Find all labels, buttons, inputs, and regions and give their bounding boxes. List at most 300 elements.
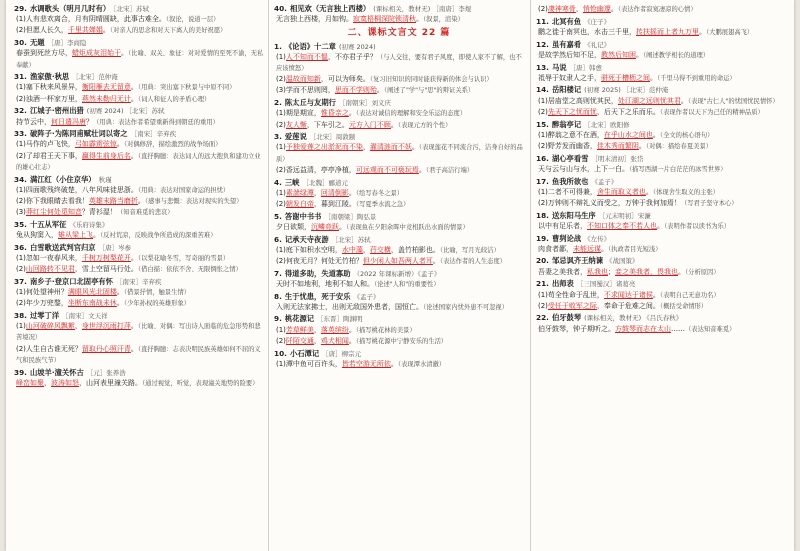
poem-entry (274, 314, 524, 347)
annotation-note: （直抒胸臆：表达词人的远大抱负和建功立业的雄心壮志） (16, 152, 261, 171)
poem-title: 湖心亭看雪 (551, 153, 589, 163)
poem-heading (274, 212, 524, 222)
quote-line (536, 50, 786, 61)
poem-entry (14, 277, 264, 310)
poem-entry (536, 256, 786, 277)
entry-number: 19. (536, 233, 549, 243)
annotation-note: （绘写春冬之景） (355, 189, 404, 197)
quote-text: ， (313, 325, 321, 334)
quote-text: (2)但愿人长久， (16, 26, 68, 35)
annotation-note: （比喻，写月光皎洁） (439, 246, 500, 254)
answer-text: 妾之美我者，畏我也 (615, 267, 678, 276)
annotation-note: （论述"人和"的重要性） (374, 280, 440, 288)
answer-text: 不知口体之奉不若人也 (587, 221, 657, 230)
poem-heading (14, 72, 264, 82)
poem-heading (536, 63, 786, 73)
quote-text: 。 (601, 244, 608, 253)
annotation-note: （与人交往，要有君子风度，即使人家不了解，也不应该愤怒） (276, 53, 522, 73)
annotation-note: （对偶修辞，描绘激烈的战争场面） (123, 141, 222, 149)
quote-text: 持节云中， (16, 117, 51, 126)
quote-text: 天时不如地利，地利不如人和。 (276, 279, 374, 288)
poem-entry (274, 269, 524, 290)
entry-number: 2. (274, 98, 282, 108)
answer-text: 先天下之忧而忧 (547, 107, 597, 116)
poem-entry (536, 120, 786, 153)
quote-text: (1)忽如一夜春风来， (16, 253, 82, 262)
poem-author: ［南宋］文天祥 (62, 311, 108, 320)
quote-text: 。 (416, 15, 423, 24)
quote-text: 鹏之徙于南冥也，水击三千里， (538, 27, 636, 36)
quote-text: ，下车引之。 (306, 120, 349, 129)
poem-author: ［南宋］辛弃疾 (130, 130, 177, 139)
quote-text: (1)马作的卢飞快， (16, 140, 75, 149)
poem-entry (536, 63, 786, 84)
quote-text: 。 (116, 299, 124, 308)
answer-text: 皆若空游无所依 (341, 359, 391, 368)
poem-entry (536, 40, 786, 61)
entry-number: 35. (14, 219, 27, 229)
quote-line (274, 245, 524, 256)
poem-entry (536, 211, 786, 232)
middle-column (274, 4, 524, 544)
answer-text: 悄怆幽邃 (582, 5, 611, 13)
entry-number: 4. (274, 177, 282, 187)
poem-title: 过零丁洋 (29, 310, 60, 320)
poem-title: 《论语》十二章 (284, 41, 336, 51)
quote-text: 无言独上西楼，月如钩。 (276, 15, 353, 24)
quote-line (14, 207, 264, 218)
poem-heading (14, 311, 264, 321)
answer-text: 惟昏亲之 (320, 109, 349, 118)
quote-text: (2)人生自古谁无死？ (16, 344, 82, 353)
answer-text: 燕然未勒归无计 (81, 94, 131, 103)
quote-text: …… (671, 324, 685, 333)
poem-heading (14, 243, 264, 253)
quote-text: (1) (16, 322, 26, 331)
answer-text: 抟扶摇而上者九万里 (636, 27, 699, 36)
entry-number: 33. (14, 129, 27, 139)
answer-text: 英雄末路当磨折 (88, 196, 138, 205)
quote-line (274, 256, 524, 267)
annotation-note: （通过视觉，听觉，表现潼关地势的险要） (142, 379, 259, 387)
answer-text: 满眼风光北固楼 (67, 288, 117, 297)
quote-text: ， (74, 322, 82, 331)
poem-heading (14, 38, 264, 48)
quote-line (14, 151, 264, 173)
poem-title: 北冥有鱼 (551, 16, 582, 26)
annotation-note: （复习旧知识的同时能获得新的体会与认识） (369, 76, 493, 84)
answer-text: 回清倒影 (320, 188, 349, 197)
quote-text: ，山河表里潼关路。 (79, 378, 142, 387)
quote-line (14, 298, 264, 309)
column-divider (530, 0, 531, 551)
poem-heading (274, 235, 524, 245)
answer-text: 未能远谋 (573, 244, 601, 253)
poem-entry (274, 178, 524, 211)
entry-number: 13. (536, 62, 549, 72)
poem-title: 得道多助，失道寡助 (284, 268, 351, 278)
poem-heading (274, 4, 524, 14)
poem-entry (536, 279, 786, 312)
poem-title: 满江红（小住京华） (29, 174, 96, 184)
poem-author: ［明末清初］张岱 (591, 154, 644, 163)
poem-entry (274, 98, 524, 131)
answer-text: 留取丹心照汗青 (81, 344, 131, 353)
poem-heading (274, 349, 524, 359)
answer-text: 何日遣冯唐 (51, 117, 86, 126)
quote-line (14, 25, 264, 36)
quote-text: 兔从狗窦入， (16, 231, 58, 240)
quote-text: 。 (130, 344, 138, 353)
quote-text: (1)醉翁之意不在酒， (538, 130, 604, 139)
poem-author: ［三国蜀汉］诸葛亮 (576, 280, 636, 289)
quote-line (536, 27, 786, 38)
poem-author: ［唐］李商隐 (47, 39, 87, 48)
quote-text: 。 (137, 196, 145, 205)
quote-line (274, 14, 524, 25)
poem-title: 山坡羊·潼关怀古 (29, 367, 84, 377)
quote-text: 。 (411, 143, 419, 152)
answer-text: 骈死于槽枥之间 (601, 73, 650, 82)
answer-text: 波涛如怒 (51, 378, 79, 387)
quote-text: ，盖竹柏影也。 (390, 245, 440, 254)
poem-title: 相见欢（无言独上西楼） (289, 4, 371, 13)
quote-text: (1)二者不可得兼， (538, 187, 597, 196)
answer-text: 衡阳雁去无留意 (81, 83, 131, 92)
poem-heading (14, 4, 264, 14)
poem-title: 生于忧患，死于安乐 (284, 291, 351, 301)
poem-title: 小石潭记 (289, 348, 320, 358)
quote-text: ， (313, 188, 321, 197)
quote-text: 。 (130, 94, 138, 103)
poem-title: 白雪歌送武判官归京 (29, 242, 96, 252)
annotation-note: （词人和征人的矛盾心理） (137, 95, 211, 103)
quote-text: ，暮到江陵。 (313, 199, 356, 208)
annotation-note: （描写西湖一片白茫茫的冰雪世界） (629, 165, 727, 173)
quote-text: 。 (130, 253, 138, 262)
poem-entry (536, 313, 786, 334)
poem-author: ［东晋］陶渊明 (317, 315, 363, 324)
answer-text: 方鼓琴而志在太山 (615, 324, 671, 333)
quote-line (274, 279, 524, 290)
annotation-note: （写夏季水流之急） (355, 200, 410, 208)
quote-text: 。 (348, 336, 356, 345)
poem-entry (274, 212, 524, 233)
quote-text: 。 (348, 325, 356, 334)
right-column (536, 4, 786, 544)
quote-text: (2) (276, 75, 286, 84)
quote-text: ， (575, 5, 583, 13)
quote-text: 。 (610, 5, 618, 13)
annotation-note: （阐述教学相长的道理） (643, 51, 710, 59)
poem-title: 曹刿论战 (551, 233, 582, 243)
entry-number: 32. (14, 106, 27, 116)
entry-number: 16. (536, 153, 549, 163)
quote-text: (3) (16, 208, 26, 217)
annotation-note: （表现"古仁人"的忧国忧民情怀） (687, 97, 779, 105)
quote-text: ，雪上空留马行处。 (74, 265, 138, 274)
answer-text: 朝发白帝 (285, 199, 314, 208)
annotation-note: （君子高洁行端） (425, 166, 474, 174)
poem-author: ［南朝宋］刘义庆 (338, 99, 391, 108)
quote-line (274, 142, 524, 164)
quote-text: ， (362, 143, 370, 152)
quote-text: 春蚕到死丝方尽， (16, 49, 72, 58)
quote-line (536, 221, 786, 232)
poem-entry (14, 4, 264, 37)
poem-author: 《庄子》 (584, 17, 611, 26)
quote-line (274, 336, 524, 347)
quote-text: (2) (16, 265, 26, 274)
answer-text: 蜡炬成灰泪始干 (72, 49, 121, 58)
annotation-note: （大鹏展翅高飞） (706, 28, 754, 36)
poem-entry (14, 311, 264, 366)
annotation-note: （表现莲花不同流合污，洁身自好的品质） (276, 144, 523, 163)
entry-number: 1. (274, 41, 282, 51)
quote-line (536, 324, 786, 335)
quote-text: (2)万钟则不辩礼义而受之，万钟于我何加焉！ (538, 198, 681, 207)
answer-text: 山回路转不见君 (25, 265, 75, 274)
entry-number: 6. (274, 234, 282, 244)
answer-text: 莽红尘何处觅知音 (25, 208, 82, 217)
quote-line (536, 244, 786, 255)
quote-text: 。 (432, 256, 440, 265)
poem-heading (14, 106, 264, 116)
quote-text: 是故学然后知不足， (538, 50, 601, 59)
quote-text: (2)浊酒一杯家万里， (16, 94, 82, 103)
entry-number: 36. (14, 242, 27, 252)
entry-number: 30. (14, 38, 27, 48)
quote-text: ， (44, 378, 51, 387)
quote-line (274, 302, 524, 313)
annotation-note: （借白描：依依不舍、无限惆怅之情） (137, 266, 242, 274)
annotation-note: （表明自己无意功名） (659, 291, 720, 299)
poem-author: 《左传》 (584, 234, 611, 243)
poem-title: 三峡 (284, 177, 300, 187)
poem-author: ［元末明初］宋濂 (598, 211, 651, 220)
quote-text: 。 (638, 141, 646, 150)
answer-text: 人不知而不愠 (285, 52, 328, 61)
poem-entry (274, 4, 524, 25)
entry-number: 34. (14, 174, 27, 184)
quote-text: 。 (699, 27, 706, 36)
poem-author: ［元］张养浩 (86, 368, 126, 377)
annotation-note: （表现作者以天下为己任的精神品质） (659, 108, 764, 116)
quote-text: 伯牙鼓琴，钟子期听之。 (538, 324, 615, 333)
poem-author: ［唐］韩愈 (569, 63, 603, 72)
poem-entry (14, 243, 264, 276)
answer-text: 落英缤纷 (320, 325, 349, 334)
answer-text: 濯清涟而不妖 (369, 143, 412, 152)
poem-title: 送东阳马生序 (551, 210, 596, 220)
quote-text: 。 (102, 26, 110, 35)
answer-text: 鸡犬相闻 (320, 336, 349, 345)
entry-number: 12. (536, 39, 549, 49)
poem-heading (536, 279, 786, 289)
answer-text: 佳木秀而繁阴 (596, 141, 639, 150)
quote-text: 。 (116, 140, 124, 149)
quote-line (536, 73, 786, 84)
quote-text: (2) (538, 107, 548, 116)
answer-text: 但少闲人如吾两人者耳 (362, 256, 433, 265)
poem-heading (536, 211, 786, 221)
poem-title: 桃花源记 (284, 314, 315, 324)
annotation-note: （知音难觅的悲哀） (116, 209, 174, 217)
quote-text: ，后天下之乐而乐。 (596, 107, 660, 116)
entry-number: 7. (274, 268, 282, 278)
poem-heading (274, 98, 524, 108)
poem-author: ［唐］柳宗元 (322, 349, 362, 358)
poem-title: 渔家傲·秋思 (29, 72, 70, 82)
poem-author: ［北宋］周敦颐 (309, 133, 356, 142)
entry-number: 11. (536, 16, 549, 26)
poem-entry (14, 38, 264, 71)
poem-title: 南乡子·登京口北固亭有怀 (29, 276, 113, 286)
quote-text: (2)野芳发而幽香， (538, 141, 597, 150)
poem-heading (536, 120, 786, 130)
quote-line (14, 321, 264, 343)
entry-number: 17. (536, 176, 549, 186)
quote-text: (2)何夜无月？何处无竹柏？ (276, 256, 363, 265)
annotation-note: （论述国家内忧外患不可忽视） (423, 303, 509, 311)
poem-heading (536, 154, 786, 164)
poem-entry (14, 106, 264, 127)
quote-line (274, 359, 524, 370)
quote-text: ， (362, 245, 370, 254)
quote-text: 。 (657, 221, 664, 230)
entry-number: 10. (274, 348, 287, 358)
annotation-note: （写君子坚守本心） (680, 199, 738, 207)
answer-text: 身世浮沉雨打萍 (81, 322, 131, 331)
poem-heading (14, 129, 264, 139)
poem-title: 陈太丘与友期行 (284, 98, 336, 108)
annotation-note: （表达作者寂寞凄凉的心情） (617, 6, 697, 13)
quote-line (14, 253, 264, 264)
quote-line (14, 378, 264, 389)
poem-entry (14, 129, 264, 173)
answer-text: 沉鳞竞跃 (311, 222, 339, 231)
poem-author: (初赛 2024) (338, 42, 376, 51)
quote-line (14, 48, 264, 70)
quote-line (536, 130, 786, 141)
annotation-note: （少年孙权的英雄形象） (123, 300, 191, 308)
poem-author: ［北宋］苏轼 (113, 5, 149, 13)
poem-heading (536, 17, 786, 27)
annotation-note: （直抒胸臆：志表决明民族英雄如何不屈的义气和民族气节） (16, 345, 261, 364)
answer-text: 凄神寒骨 (547, 5, 576, 13)
poem-entry (274, 132, 524, 176)
quote-line (274, 74, 524, 85)
annotation-note: （概括受命情形） (659, 302, 708, 310)
entry-number: 21. (536, 279, 549, 289)
poem-heading (274, 269, 524, 279)
poem-heading (274, 292, 524, 302)
poem-heading (14, 368, 264, 378)
answer-text: 芳草鲜美 (285, 325, 314, 334)
poem-heading (536, 177, 786, 187)
quote-line (536, 107, 786, 118)
annotation-note: （借景抒情，触景生情） (123, 289, 191, 297)
poem-author: (初赛 2025) ［北宋］范仲淹 (584, 86, 669, 95)
quote-text: 。 (390, 359, 398, 368)
quote-line (274, 52, 524, 74)
poem-author: ［北宋］欧阳修 (584, 120, 630, 129)
poem-entry (536, 17, 786, 38)
annotation-note: （表达作者的人生态度） (439, 257, 507, 265)
poem-author: 《孟子》 (353, 292, 380, 301)
quote-line (274, 108, 524, 119)
poem-heading (14, 277, 264, 287)
poem-title: 记承天寺夜游 (284, 234, 329, 244)
answer-text: 舍生而取义者也 (596, 187, 646, 196)
quote-line (14, 264, 264, 275)
quote-text: 。 (121, 49, 128, 58)
poem-title: 虽有嘉肴 (551, 39, 582, 49)
poem-author: (课标相关，教材无) ［南唐］李煜 (373, 5, 472, 13)
entry-number: 29. (14, 4, 27, 13)
answer-text: 私我也 (587, 267, 608, 276)
poem-author: ［南朝梁］陶弘景 (324, 212, 377, 221)
annotation-note: （千里马得不到重用的命运） (657, 74, 736, 82)
poem-heading (274, 178, 524, 188)
quote-text: (1)庭下如积水空明， (276, 245, 342, 254)
answer-text: 素湍绿潭 (285, 188, 314, 197)
quote-line (536, 187, 786, 198)
quote-line (14, 82, 264, 93)
poem-title: 马说 (551, 62, 567, 72)
entry-number: 14. (536, 85, 549, 95)
answer-text: 弓如霹雳弦惊 (74, 140, 117, 149)
quote-text: (2)年少万兜鍪， (16, 299, 68, 308)
answer-text: 水中藻 (341, 245, 363, 254)
poem-entry (536, 4, 786, 15)
poem-heading (536, 85, 786, 95)
quote-line (536, 290, 786, 301)
quote-text: (2) (538, 5, 548, 13)
annotation-note: （表达对诚信的理解和安全乐运的态度） (355, 110, 467, 118)
poem-title: 答谢中书书 (284, 211, 322, 221)
poem-author: 《孟子》 (591, 177, 618, 186)
answer-text: 教然后知困 (601, 50, 636, 59)
annotation-note: （比喻、双关、象征：对对爱情的至死不渝，无私奉献） (16, 50, 264, 69)
quote-text: (1) (276, 143, 286, 152)
quote-text: 。 (650, 73, 657, 82)
quote-text: 天与云与山与水，上下一白。 (538, 164, 629, 173)
poem-heading (14, 175, 264, 185)
quote-text: 。 (130, 83, 138, 92)
annotation-note: （表现元方的个性） (397, 121, 452, 129)
poem-title: 醉翁亭记 (551, 119, 582, 129)
quote-line (536, 267, 786, 278)
poem-author: ［唐］岑参 (98, 243, 132, 252)
poem-title: 无题 (29, 38, 45, 48)
quote-line (274, 85, 524, 96)
answer-text: 坐断东南战未休 (67, 299, 117, 308)
poem-author: (初赛 2024) ［北宋］苏轼 (86, 107, 165, 116)
quote-text: ，可以为师矣。 (320, 75, 370, 84)
entry-number: 22. (536, 313, 549, 323)
poem-heading (274, 42, 524, 52)
poem-entry (536, 177, 786, 210)
quote-text: 祗辱于奴隶人之手， (538, 73, 601, 82)
poem-author: （2022 年课标新增）《孟子》 (353, 269, 441, 278)
quote-text: (1)苟全性命于乱世， (538, 290, 604, 299)
quote-text: 。 (418, 165, 426, 174)
quote-text: 。 (636, 50, 643, 59)
quote-text: 吾妻之美我者， (538, 267, 587, 276)
poem-heading (536, 234, 786, 244)
quote-line (14, 230, 264, 241)
